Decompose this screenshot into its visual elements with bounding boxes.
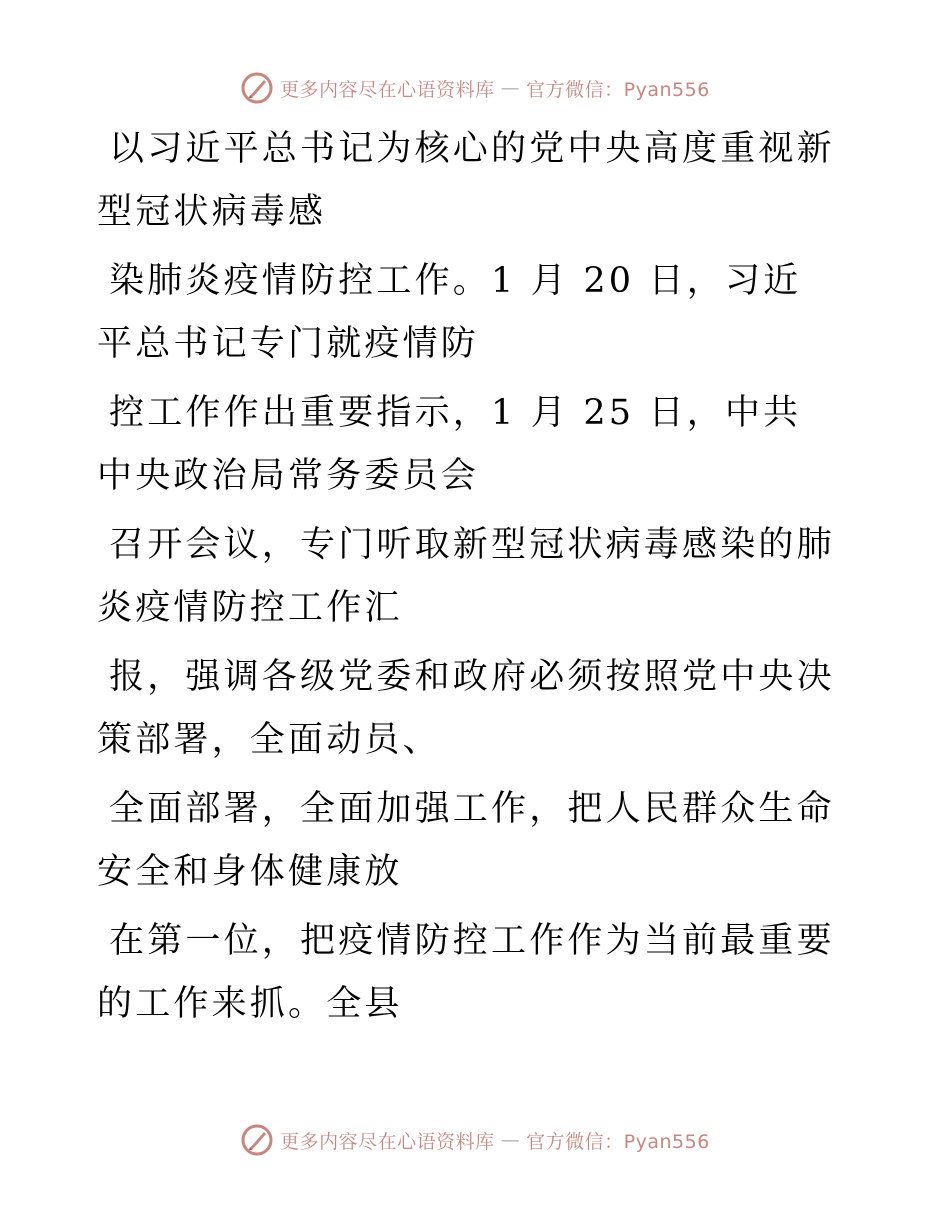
paragraph: 全面部署，全面加强工作，把人民群众生命安全和身体健康放 bbox=[97, 789, 835, 892]
paragraph: 以习近平总书记为核心的党中央高度重视新型冠状病毒感 bbox=[97, 129, 835, 232]
watermark-account: 官方微信：Pyan556 bbox=[526, 78, 710, 101]
document-body bbox=[97, 118, 837, 1042]
watermark-separator: — bbox=[500, 1129, 521, 1151]
quill-pen-logo-icon bbox=[240, 71, 274, 105]
watermark-footer bbox=[0, 1120, 950, 1160]
watermark-brand: 更多内容尽在心语资料库 bbox=[280, 78, 495, 101]
watermark-separator: — bbox=[500, 77, 521, 99]
paragraph: 控工作作出重要指示，1 月 25 日，中共中央政治局常务委员会 bbox=[97, 393, 802, 496]
watermark-header bbox=[0, 68, 950, 108]
paragraph: 在第一位，把疫情防控工作作为当前最重要的工作来抓。全县 bbox=[97, 921, 835, 1024]
paragraph: 召开会议，专门听取新型冠状病毒感染的肺炎疫情防控工作汇 bbox=[97, 525, 835, 628]
paragraph: 染肺炎疫情防控工作。1 月 20 日，习近平总书记专门就疫情防 bbox=[97, 261, 802, 364]
quill-pen-logo-icon bbox=[240, 1123, 274, 1157]
watermark-account: 官方微信：Pyan556 bbox=[526, 1130, 710, 1153]
watermark-brand: 更多内容尽在心语资料库 bbox=[280, 1130, 495, 1153]
paragraph: 报，强调各级党委和政府必须按照党中央决策部署，全面动员、 bbox=[97, 657, 835, 760]
